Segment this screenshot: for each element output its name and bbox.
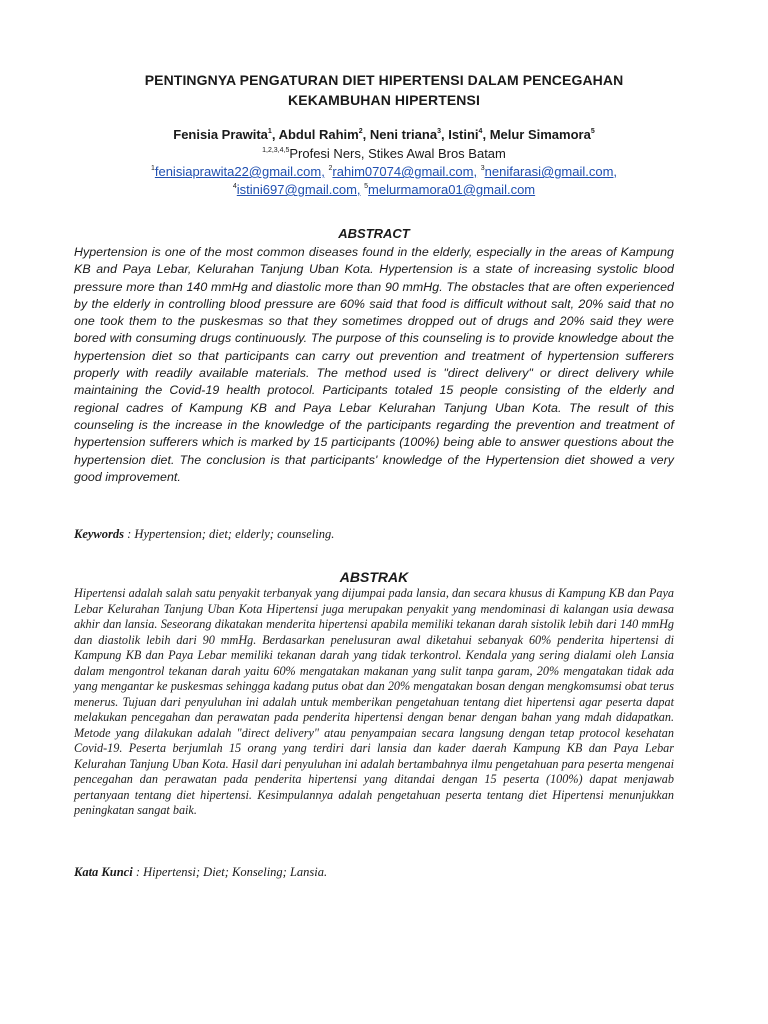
email-link[interactable]: melurmamora01@gmail.com: [368, 182, 536, 197]
abstrak-body: Hipertensi adalah salah satu penyakit terbanyak yang dijumpai pada lansia, dan secara khusus di Kampung KB dan Paya Lebar Kelurahan Tanjung Uban Kota Hipertensi juga merupakan penyakit yang mendominasi di kalangan usia dewasa akhir dan lansia. Seseorang dikatakan menderita hipertensi apabila memiliki tekanan darah sistolik lebih dari 140 mmHg dan diastolik lebih dari 90 mmHg. Berdasarkan penelusuran awal diketahui sebanyak 60% penderita hipertensi di Kampung KB dan Paya Lebar memiliki tekanan darah yang tidak terkontrol. Kendala yang sering dialami oleh Lansia dalam mengontrol tekanan darah yaitu 60% mengatakan makanan yang sulit tanpa garam, 20% mengatakan tidak ada yang mengantar ke puskesmas sehingga kadang putus obat dan 20% mengatakan bosan dengan mengkomsumsi obat terus menerus. Tujuan dari penyuluhan ini adalah untuk memberikan pengetahuan tentang diet hipertensi agar peserta dapat melakukan pencegahan dan perawatan pada penderita hipertensi dengan benar dengan bahan yang mdah didapatkan. Metode yang dilakukan adalah "direct delivery" atau penyampaian secara langsung dengan tetap protocol kesehatan Covid-19. Peserta berjumlah 15 orang yang terdiri dari lansia dan kader daerah Kampung KB dan Paya Lebar Kelurahan Tanjung Uban Kota. Hasil dari penyuluhan ini adalah bertambahnya ilmu pengetahuan para peserta mengenai pencegahan dan perawatan pada penderita hipertensi yang ditandai dengan 15 peserta (100%) dapat menjawab pertanyaan tentang diet hipertensi. Kesimpulannya adalah pengetahuan peserta tentang diet Hipertensi menunjukkan peningkatan sangat baik.: [74, 586, 674, 817]
kata-kunci-label: Kata Kunci: [74, 865, 133, 879]
keywords: [74, 527, 674, 542]
affiliation-sup: 1,2,3,4,5: [262, 147, 290, 154]
keywords-label: Keywords: [74, 527, 124, 541]
author-sup: 5: [590, 128, 595, 135]
kata-kunci: [74, 865, 674, 880]
abstract-body: Hypertension is one of the most common diseases found in the elderly, especially in the areas of Kampung KB and Paya Lebar, Kelurahan Tanjung Uban Kota. Hypertension is a state of increasing systolic blood pressure more than 140 mmHg and diastolic more than 90 mmHg. The obstacles that are often experienced by the elderly in controlling blood pressure are 60% said that food is difficult without salt, 20% said that no one took them to the puskesmas so that they sometimes dropped out of drugs and 20% said they were bored with consuming drugs continuously. The purpose of this counseling is to provide knowledge about the hypertension diet so that participants can carry out prevention and treatment of hypertension sufferers properly with readily available materials. The method used is "direct delivery" or direct delivery while maintaining the Covid-19 health protocol. Participants totaled 15 people consisting of the elderly and regional cadres of Kampung KB and Paya Lebar Kelurahan Tanjung Uban Kota. The result of this counseling is the increase in the knowledge of the participants regarding the prevention and treatment of hypertension sufferers which is marked by 15 participants (100%) being able to answer questions about the hypertension diet. The conclusion is that participants' knowledge of the Hypertension diet showed a very good improvement.: [74, 245, 674, 484]
author-name: Fenisia Prawita: [173, 127, 268, 142]
email-link[interactable]: nenifarasi@gmail.com,: [484, 164, 618, 179]
author-sup: 2: [358, 128, 363, 135]
email-link[interactable]: rahim07074@gmail.com,: [332, 164, 478, 179]
title-line-1: PENTINGNYA PENGATURAN DIET HIPERTENSI DALAM PENCEGAHAN: [144, 72, 624, 88]
abstract-heading: ABSTRACT: [338, 226, 410, 241]
paper-title: [74, 70, 694, 110]
email-sup: 3: [480, 165, 485, 172]
email-sup: 1: [150, 165, 155, 172]
title-line-2: KEKAMBUHAN HIPERTENSI: [288, 92, 480, 108]
affiliation-text: Profesi Ners, Stikes Awal Bros Batam: [289, 146, 506, 161]
author-name: Neni triana: [369, 127, 438, 142]
author-name: Melur Simamora: [489, 127, 591, 142]
abstrak-heading: ABSTRAK: [339, 569, 409, 585]
email-line-1: [74, 163, 694, 181]
kata-kunci-text: : Hipertensi; Diet; Konseling; Lansia.: [132, 865, 328, 879]
author-sup: 4: [478, 128, 483, 135]
author-name: Istini: [448, 127, 479, 142]
email-sup: 2: [328, 165, 333, 172]
email-sup: 5: [364, 183, 369, 190]
author-sup: 1: [267, 128, 272, 135]
author-list: Fenisia Prawita$^1$, Abdul Rahim$^2$, Neni triana$^3$, Istini$^4$, Melur Simamora$^5$: [173, 127, 595, 142]
author-sup: 3: [437, 128, 441, 135]
keywords-text: : Hypertension; diet; elderly; counseling.: [124, 527, 335, 541]
email-link[interactable]: istini697@gmail.com,: [236, 182, 361, 197]
email-link[interactable]: fenisiaprawita22@gmail.com,: [154, 164, 325, 179]
affiliation: [74, 145, 694, 163]
email-sup: 4: [232, 183, 237, 190]
author-name: Abdul Rahim: [278, 127, 359, 142]
email-line-2: [74, 181, 694, 199]
